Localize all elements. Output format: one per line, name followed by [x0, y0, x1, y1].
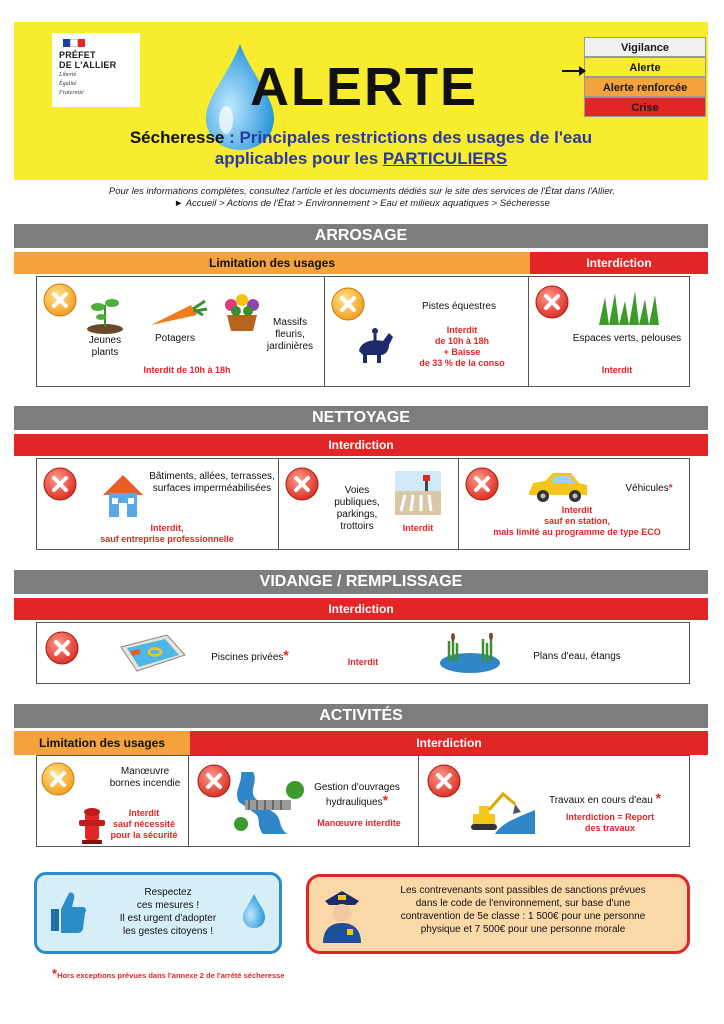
- current-level-arrow-icon: [562, 70, 584, 72]
- vidange-panel: [36, 622, 690, 684]
- subtitle-line-1: [14, 128, 708, 148]
- rule-vehicules-3: mais limité au programme de type ECO: [493, 527, 661, 537]
- sanction-line-3: contravention de 5e classe : 1 500€ pour une personne: [400, 911, 646, 922]
- rule-batiments-2: sauf entreprise professionnelle: [100, 534, 234, 544]
- rule-pistes-4: de 33 % de la conso: [419, 358, 505, 368]
- sanction-line-2: dans le code de l'environnement, sur base d'une: [415, 898, 631, 909]
- arrosage-cell-pistes: [325, 277, 529, 386]
- level-crise: Crise: [584, 97, 706, 117]
- rule-vidange: Interdit: [347, 657, 379, 667]
- label-pistes: Pistes équestres: [422, 301, 496, 312]
- level-alerte: Alerte: [584, 57, 706, 77]
- asterisk-icon: *: [52, 966, 58, 981]
- rule-manoeuvre-1: Interdit: [128, 808, 160, 818]
- nettoyage-cell-voies: [279, 459, 459, 549]
- arrosage-cell-espaces: [529, 277, 691, 386]
- nettoyage-interdiction-header: Interdiction: [14, 434, 708, 456]
- info-breadcrumb[interactable]: ► Accueil > Actions de l'État > Environnement > Eau et milieux aquatiques > Sécheresse: [174, 198, 550, 209]
- nettoyage-cell-batiments: [37, 459, 279, 549]
- rule-pistes-1: Interdit: [446, 325, 478, 335]
- vidange-interdiction-header: Interdiction: [14, 598, 708, 620]
- warning-x-icon: [43, 283, 77, 317]
- nettoyage-panel: [36, 458, 690, 550]
- prohibited-x-icon: [427, 764, 461, 798]
- thumbs-up-icon: [49, 889, 87, 935]
- label-jeunes-plants: Jeunes plants: [88, 335, 122, 358]
- prohibited-x-icon: [45, 631, 79, 665]
- swimming-pool-icon: [113, 633, 189, 673]
- subtitle-line-2: [14, 149, 708, 169]
- street-crossing-icon: [395, 471, 441, 515]
- rule-voies: Interdit: [402, 523, 434, 533]
- motto-1: Liberté: [59, 72, 77, 78]
- pond-icon: [439, 633, 501, 675]
- label-piscines-text: Piscines privées: [211, 652, 284, 663]
- prohibited-x-icon: [465, 467, 499, 501]
- citizen-message-box: [34, 872, 282, 954]
- footnote-text: Hors exceptions prévues dans l'annexe 2 de l'arrêté sécheresse: [57, 971, 285, 980]
- rule-espaces: Interdit: [601, 365, 633, 375]
- label-batiments: Bâtiments, allées, terrasses, surfaces imperméabilisées: [149, 471, 275, 494]
- logo-line-1: PRÉFET: [59, 50, 96, 60]
- info-text: [0, 186, 724, 210]
- rule-gestion: Manœuvre interdite: [317, 818, 401, 828]
- label-gestion-ouvrages: [307, 782, 407, 809]
- label-massifs: Massifs fleuris, jardinières: [266, 317, 314, 352]
- activites-cell-ouvrages: [189, 756, 419, 846]
- subtitle-rest: : Principales restrictions des usages de l'eau: [224, 128, 593, 147]
- sanction-message-box: [306, 874, 690, 954]
- footnote: [52, 966, 285, 981]
- horse-rider-icon: [353, 323, 397, 365]
- citizen-line-2: ces mesures !: [136, 900, 200, 911]
- label-manoeuvre: Manœuvre bornes incendie: [109, 766, 181, 789]
- sanction-line-4: physique et 7 500€ pour une personne morale: [420, 924, 626, 935]
- rule-vehicules-2: sauf en station,: [543, 516, 610, 526]
- nettoyage-title: NETTOYAGE: [14, 406, 708, 430]
- dam-icon: [233, 772, 307, 834]
- info-line-1: Pour les informations complètes, consultez l'article et les documents dédiés sur le site des services de l'État dans l'Allier.: [108, 186, 616, 197]
- activites-cell-bornes: [37, 756, 189, 846]
- citizen-line-3: Il est urgent d'adopter: [119, 913, 217, 924]
- arrosage-panel: [36, 276, 690, 387]
- citizen-line-1: Respectez: [144, 887, 192, 898]
- house-icon: [99, 471, 147, 519]
- warning-x-icon: [331, 287, 365, 321]
- label-potagers: Potagers: [154, 333, 196, 344]
- level-alerte-renforcee: Alerte renforcée: [584, 77, 706, 97]
- arrosage-cell-jardin: [37, 277, 325, 386]
- rule-batiments-1: Interdit,: [150, 523, 184, 533]
- rule-pistes-3: + Baisse: [443, 347, 481, 357]
- asterisk-icon: *: [668, 483, 673, 494]
- level-vigilance: Vigilance: [584, 37, 706, 57]
- rule-pistes-2: de 10h à 18h: [434, 336, 490, 346]
- label-vehicules: [609, 483, 689, 495]
- rule-travaux-2: des travaux: [584, 823, 636, 833]
- activites-cell-travaux: [419, 756, 691, 846]
- arrosage-interdiction-header: Interdiction: [530, 252, 708, 274]
- subtitle-2-target: PARTICULIERS: [382, 149, 508, 168]
- activites-interdiction-header: Interdiction: [190, 731, 708, 755]
- police-officer-icon: [319, 887, 365, 943]
- prefecture-logo: [52, 33, 140, 107]
- prohibited-x-icon: [197, 764, 231, 798]
- asterisk-icon: *: [655, 790, 662, 806]
- label-voies: Voies publiques, parkings, trottoirs: [334, 485, 380, 532]
- asterisk-icon: *: [382, 792, 389, 808]
- excavator-icon: [471, 784, 535, 834]
- citizen-line-4: les gestes citoyens !: [122, 926, 214, 937]
- label-travaux: [535, 792, 675, 807]
- car-icon: [525, 471, 589, 503]
- sanction-line-1: Les contrevenants sont passibles de sanctions prévues: [400, 885, 646, 896]
- label-piscines: [203, 649, 297, 664]
- motto-3: Fraternité: [59, 90, 84, 96]
- page-title: ALERTE: [250, 57, 478, 117]
- prohibited-x-icon: [285, 467, 319, 501]
- asterisk-icon: *: [283, 647, 289, 663]
- arrosage-title: ARROSAGE: [14, 224, 708, 248]
- subtitle-2-prefix: applicables pour les: [214, 149, 383, 168]
- label-plans-eau: Plans d'eau, étangs: [533, 651, 621, 662]
- motto-2: Égalité: [59, 81, 77, 87]
- activites-panel: [36, 755, 690, 847]
- vidange-title: VIDANGE / REMPLISSAGE: [14, 570, 708, 594]
- carrot-icon: [147, 299, 209, 331]
- grass-icon: [599, 291, 659, 325]
- rule-manoeuvre-2: sauf nécessité: [112, 819, 176, 829]
- seedling-icon: [85, 291, 125, 335]
- subtitle-keyword: Sécheresse: [129, 128, 225, 147]
- label-vehicules-text: Véhicules: [625, 483, 669, 494]
- logo-line-2: DE L'ALLIER: [59, 60, 117, 70]
- label-gestion-text: Gestion d'ouvrages hydrauliques: [314, 782, 400, 808]
- activites-limitation-header: Limitation des usages: [14, 731, 190, 755]
- prohibited-x-icon: [535, 285, 569, 319]
- alert-levels-legend: [584, 37, 706, 117]
- activites-title: ACTIVITÉS: [14, 704, 708, 728]
- rule-travaux-1: Interdiction = Report: [565, 812, 655, 822]
- nettoyage-cell-vehicules: [459, 459, 691, 549]
- label-espaces-verts: Espaces verts, pelouses: [572, 333, 682, 344]
- rule-vehicules-1: Interdit: [561, 505, 593, 515]
- warning-x-icon: [41, 762, 75, 796]
- label-travaux-text: Travaux en cours d'eau: [548, 795, 653, 806]
- prohibited-x-icon: [43, 467, 77, 501]
- water-drop-icon: [241, 893, 267, 929]
- rule-manoeuvre-3: pour la sécurité: [110, 830, 178, 840]
- rule-arrosage-limitation: Interdit de 10h à 18h: [143, 365, 231, 375]
- arrosage-limitation-header: Limitation des usages: [14, 252, 530, 274]
- french-flag-icon: [63, 39, 85, 47]
